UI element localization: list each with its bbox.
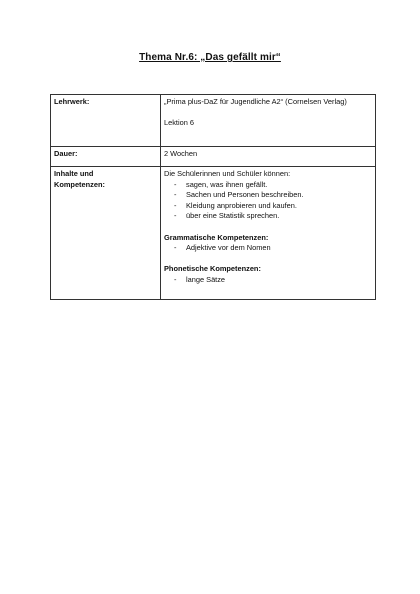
inhalte-value [161,167,376,300]
competencies-intro: Die Schülerinnen und Schüler können: [164,169,291,178]
lesson-number: Lektion 6 [164,118,194,128]
list-item: - Sachen und Personen beschreiben. [174,190,304,200]
list-item: - lange Sätze [174,274,226,284]
inhalte-label-line1: Inhalte und [54,169,94,178]
textbook-title: „Prima plus-DaZ für Jugendliche A2“ (Cornelsen Verlag) [164,97,347,106]
inhalte-label [51,167,161,300]
table-row-inhalte [51,167,376,300]
dash-bullet: - [174,190,177,200]
lehrwerk-label: Lehrwerk: [51,95,161,147]
dash-bullet: - [174,243,177,253]
list-item: - über eine Statistik sprechen. [174,211,280,221]
lehrwerk-value [161,95,376,147]
phonetic-heading: Phonetische Kompetenzen: [164,264,261,274]
dauer-label: Dauer: [51,147,161,167]
dash-bullet: - [174,274,177,284]
dash-bullet: - [174,211,177,221]
list-item: - Adjektive vor dem Nomen [174,243,271,253]
inhalte-label-line2: Kompetenzen: [54,179,105,189]
dauer-value: 2 Wochen [161,147,376,167]
curriculum-table [50,94,376,300]
list-item: - sagen, was ihnen gefällt. [174,179,268,189]
competency-list [164,180,372,222]
grammar-heading: Grammatische Kompetenzen: [164,232,269,242]
phonetic-list [164,275,372,286]
table-row-lehrwerk [51,95,376,147]
grammar-list [164,243,372,254]
page-title: Thema Nr.6: „Das gefällt mir“ [139,52,281,63]
list-item: - Kleidung anprobieren und kaufen. [174,200,297,210]
dash-bullet: - [174,179,177,189]
dash-bullet: - [174,200,177,210]
table-row-dauer [51,147,376,167]
